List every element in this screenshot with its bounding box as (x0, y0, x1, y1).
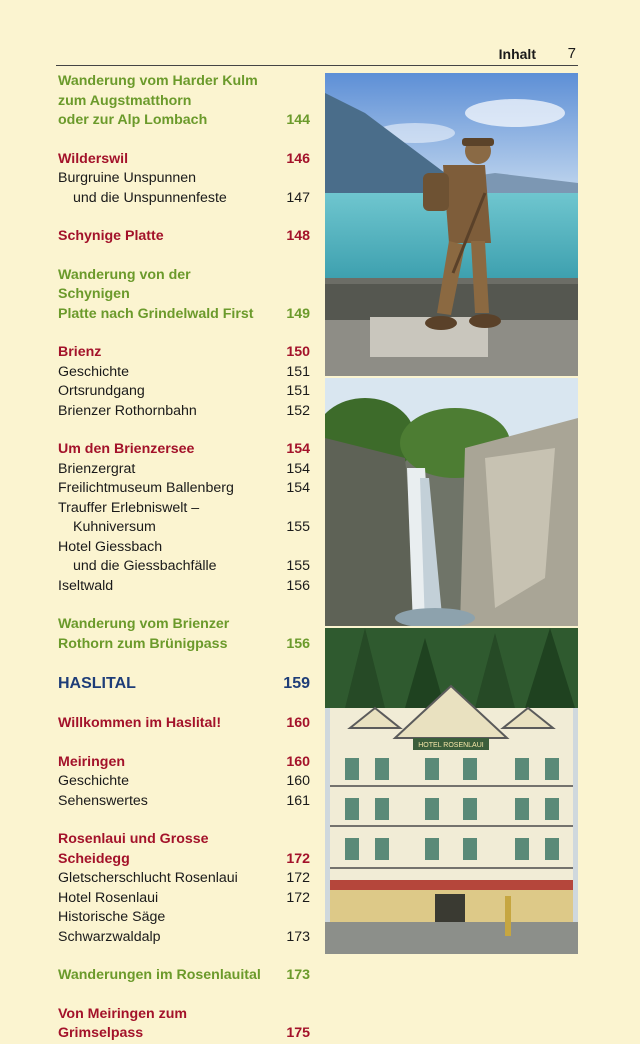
toc-entry-page: 152 (286, 402, 310, 419)
section-title: Inhalt (498, 46, 536, 62)
toc-entry-page: 149 (286, 305, 310, 322)
toc-entry (58, 557, 312, 577)
toc-entry-page: 155 (286, 558, 310, 574)
toc-entry (58, 92, 312, 112)
toc-spacer (58, 734, 312, 753)
toc-spacer (58, 324, 312, 343)
toc-entry-title: Hotel Rosenlaui (58, 889, 159, 906)
toc-entry-page: 154 (286, 460, 310, 477)
toc-entry-title: Iseltwald (58, 577, 114, 594)
toc-entry (58, 460, 312, 480)
toc-entry-title: Brienz (58, 344, 102, 360)
toc-entry-page: 146 (286, 150, 310, 167)
toc-entry (58, 966, 312, 986)
toc-entry (58, 908, 312, 947)
toc-entry (58, 150, 312, 170)
toc-entry (58, 479, 312, 499)
toc-entry-title: Geschichte (58, 773, 129, 789)
toc-entry (58, 869, 312, 889)
toc-entry-title: Ortsrundgang (58, 383, 145, 399)
photo-hotel-rosenlaui (325, 628, 578, 954)
toc-entry-title: Trauffer Erlebniswelt – (58, 499, 200, 516)
toc-entry (58, 518, 312, 538)
toc-spacer (58, 695, 312, 714)
toc-entry-page: 160 (286, 715, 310, 731)
toc-entry-page: 156 (286, 577, 310, 594)
toc-entry (58, 72, 312, 92)
toc-entry-page: 155 (286, 519, 310, 535)
toc-entry-page: 150 (286, 344, 310, 360)
toc-entry-title: Geschichte (58, 363, 129, 380)
header-rule (56, 65, 578, 66)
toc-spacer (58, 947, 312, 966)
toc-entry-page: 161 (286, 792, 310, 809)
toc-entry-page: 173 (286, 928, 310, 945)
toc-entry-page: 172 (286, 850, 310, 867)
toc-entry (58, 577, 312, 597)
toc-entry (58, 673, 312, 695)
toc-spacer (58, 811, 312, 830)
toc-entry-title: Gletscherschlucht Rosenlaui (58, 870, 238, 886)
toc-entry-page: 172 (286, 889, 310, 906)
toc-entry (58, 305, 312, 325)
toc-entry (58, 889, 312, 909)
toc-entry (58, 538, 312, 558)
photo-waterfall-gorge (325, 378, 578, 626)
toc-entry (58, 792, 312, 812)
toc-entry (58, 402, 312, 422)
toc-entry-page: 148 (286, 228, 310, 244)
toc-spacer (58, 131, 312, 150)
toc-entry-title: oder zur Alp Lombach (58, 112, 208, 128)
toc-entry-title: Freilichtmuseum Ballenberg (58, 480, 234, 496)
toc-entry-title: Wanderung vom Brienzer (58, 616, 230, 632)
table-of-contents (58, 72, 312, 1044)
toc-entry-title: Um den Brienzersee (58, 441, 195, 457)
hotel-sign-text: HOTEL ROSENLAUI (418, 742, 484, 749)
toc-entry-title: Brienzergrat (58, 460, 136, 477)
toc-entry (58, 363, 312, 383)
toc-entry-title: Burgruine Unspunnen (58, 170, 197, 186)
toc-entry (58, 615, 312, 635)
toc-entry (58, 753, 312, 773)
toc-entry (58, 499, 312, 519)
photo-wood-carving-lake (325, 73, 578, 376)
toc-entry-page: 173 (286, 967, 310, 983)
toc-entry-page: 160 (286, 753, 310, 770)
toc-entry (58, 111, 312, 131)
toc-entry-page: 172 (286, 870, 310, 886)
toc-entry (58, 382, 312, 402)
toc-entry-page: 159 (283, 675, 310, 692)
toc-entry-title: und die Unspunnenfeste (73, 189, 227, 206)
toc-entry-title: Wilderswil (58, 150, 129, 167)
toc-entry (58, 169, 312, 189)
toc-spacer (58, 421, 312, 440)
toc-entry-title: Rosenlaui und Grosse Scheidegg (58, 831, 209, 867)
toc-entry-title: Wanderungen im Rosenlauital (58, 967, 261, 983)
toc-entry-title: Wanderung vom Harder Kulm (58, 73, 258, 89)
toc-entry-title: zum Augstmatthorn (58, 92, 192, 109)
toc-entry-title: Willkommen im Haslital! (58, 715, 222, 731)
toc-entry (58, 714, 312, 734)
toc-entry-title: Wanderung von der Schynigen (58, 266, 191, 302)
toc-entry-page: 151 (286, 363, 310, 380)
toc-entry-title: Rothorn zum Brünigpass (58, 635, 228, 652)
toc-entry-page: 154 (286, 480, 310, 496)
toc-spacer (58, 247, 312, 266)
toc-entry-page: 151 (286, 383, 310, 399)
toc-spacer (58, 986, 312, 1005)
toc-spacer (58, 654, 312, 673)
toc-entry (58, 830, 312, 869)
page-number: 7 (567, 45, 576, 62)
toc-entry-title: Brienzer Rothornbahn (58, 402, 197, 419)
toc-entry-title: Platte nach Grindelwald First (58, 305, 254, 322)
toc-entry-title: Hotel Giessbach (58, 538, 163, 555)
toc-entry-title: HASLITAL (58, 675, 136, 692)
toc-entry-title: Sehenswertes (58, 792, 148, 809)
page-header (56, 44, 578, 64)
toc-entry-page: 160 (286, 773, 310, 789)
toc-entry (58, 1005, 312, 1044)
toc-entry-page: 175 (286, 1025, 310, 1041)
toc-entry-title: Von Meiringen zum Grimselpass (58, 1005, 188, 1041)
toc-entry-page: 156 (286, 635, 310, 652)
toc-entry-title: Schynige Platte (58, 228, 164, 244)
toc-entry-title: Meiringen (58, 753, 126, 770)
toc-spacer (58, 596, 312, 615)
photo-column (325, 73, 578, 954)
toc-entry-page: 154 (286, 441, 310, 457)
toc-spacer (58, 208, 312, 227)
toc-entry-page: 144 (286, 112, 310, 128)
toc-entry-page: 147 (286, 189, 310, 206)
toc-entry (58, 227, 312, 247)
toc-entry (58, 635, 312, 655)
toc-entry-title: und die Giessbachfälle (73, 558, 217, 574)
toc-entry (58, 266, 312, 305)
toc-entry (58, 189, 312, 209)
toc-entry-title: Historische Säge Schwarzwaldalp (58, 909, 166, 945)
toc-entry-title: Kuhniversum (73, 519, 156, 535)
toc-entry (58, 440, 312, 460)
toc-entry (58, 343, 312, 363)
toc-entry (58, 772, 312, 792)
